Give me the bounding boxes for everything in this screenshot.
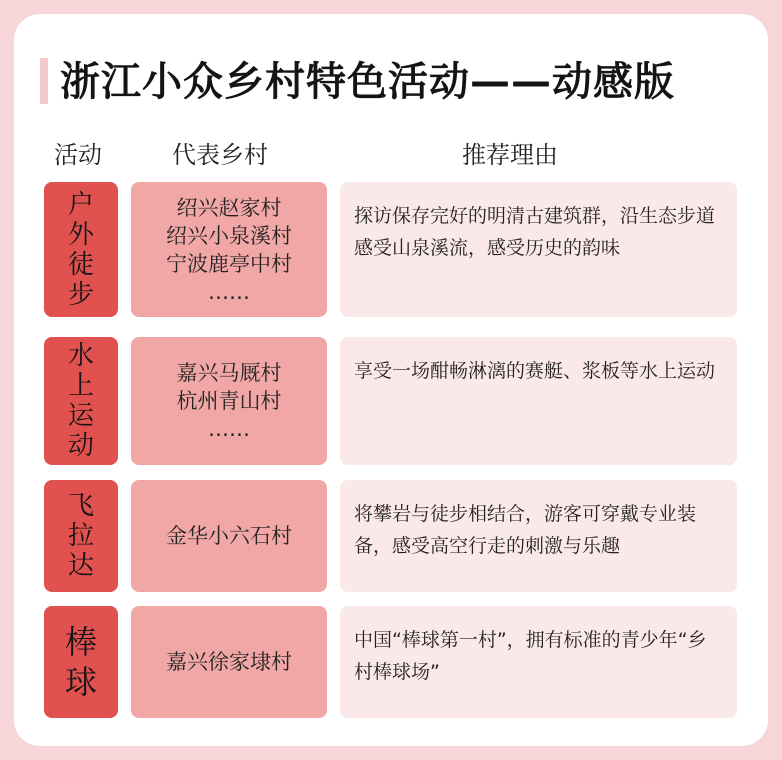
village-name: 嘉兴徐家埭村 xyxy=(166,650,292,674)
activity-label: 水上运动 xyxy=(68,341,95,461)
reason-text: 享受一场酣畅淋漓的赛艇、浆板等水上运动 xyxy=(354,360,716,382)
village-name: 绍兴赵家村 xyxy=(176,195,282,220)
reason-cell xyxy=(340,480,737,592)
reason-text: 中国“棒球第一村”，拥有标准的青少年“乡村棒球场” xyxy=(354,629,707,683)
activity-label: 户外徒步 xyxy=(68,189,95,310)
reason-text: 探访保存完好的明清古建筑群，沿生态步道感受山泉溪流，感受历史的韵味 xyxy=(354,205,716,259)
village-cell xyxy=(131,337,327,465)
column-header-reason: 推荐理由 xyxy=(462,141,558,169)
village-name: 宁波鹿亭中村 xyxy=(166,251,292,276)
village-name: 嘉兴马厩村 xyxy=(176,361,282,385)
village-name: 绍兴小泉溪村 xyxy=(166,223,292,248)
activity-label: 飞拉达 xyxy=(68,491,95,581)
activity-cell xyxy=(44,337,118,465)
village-cell xyxy=(131,606,327,718)
activity-cell xyxy=(44,182,118,317)
activity-cell xyxy=(44,606,118,718)
column-header-village: 代表乡村 xyxy=(172,141,268,169)
village-more: …… xyxy=(208,417,250,441)
reason-text: 将攀岩与徒步相结合，游客可穿戴专业装备，感受高空行走的刺激与乐趣 xyxy=(354,503,697,557)
activity-cell xyxy=(44,480,118,592)
title-accent-bar xyxy=(40,58,48,104)
activity-label: 棒球 xyxy=(65,623,98,701)
village-cell xyxy=(131,480,327,592)
village-more: …… xyxy=(208,279,250,304)
reason-cell xyxy=(340,182,737,317)
village-name: 金华小六石村 xyxy=(166,524,292,548)
reason-cell xyxy=(340,606,737,718)
village-name: 杭州青山村 xyxy=(176,389,282,413)
column-header-activity: 活动 xyxy=(54,141,102,169)
village-cell xyxy=(131,182,327,317)
reason-cell xyxy=(340,337,737,465)
page-title: 浙江小众乡村特色活动——动感版 xyxy=(60,59,675,105)
